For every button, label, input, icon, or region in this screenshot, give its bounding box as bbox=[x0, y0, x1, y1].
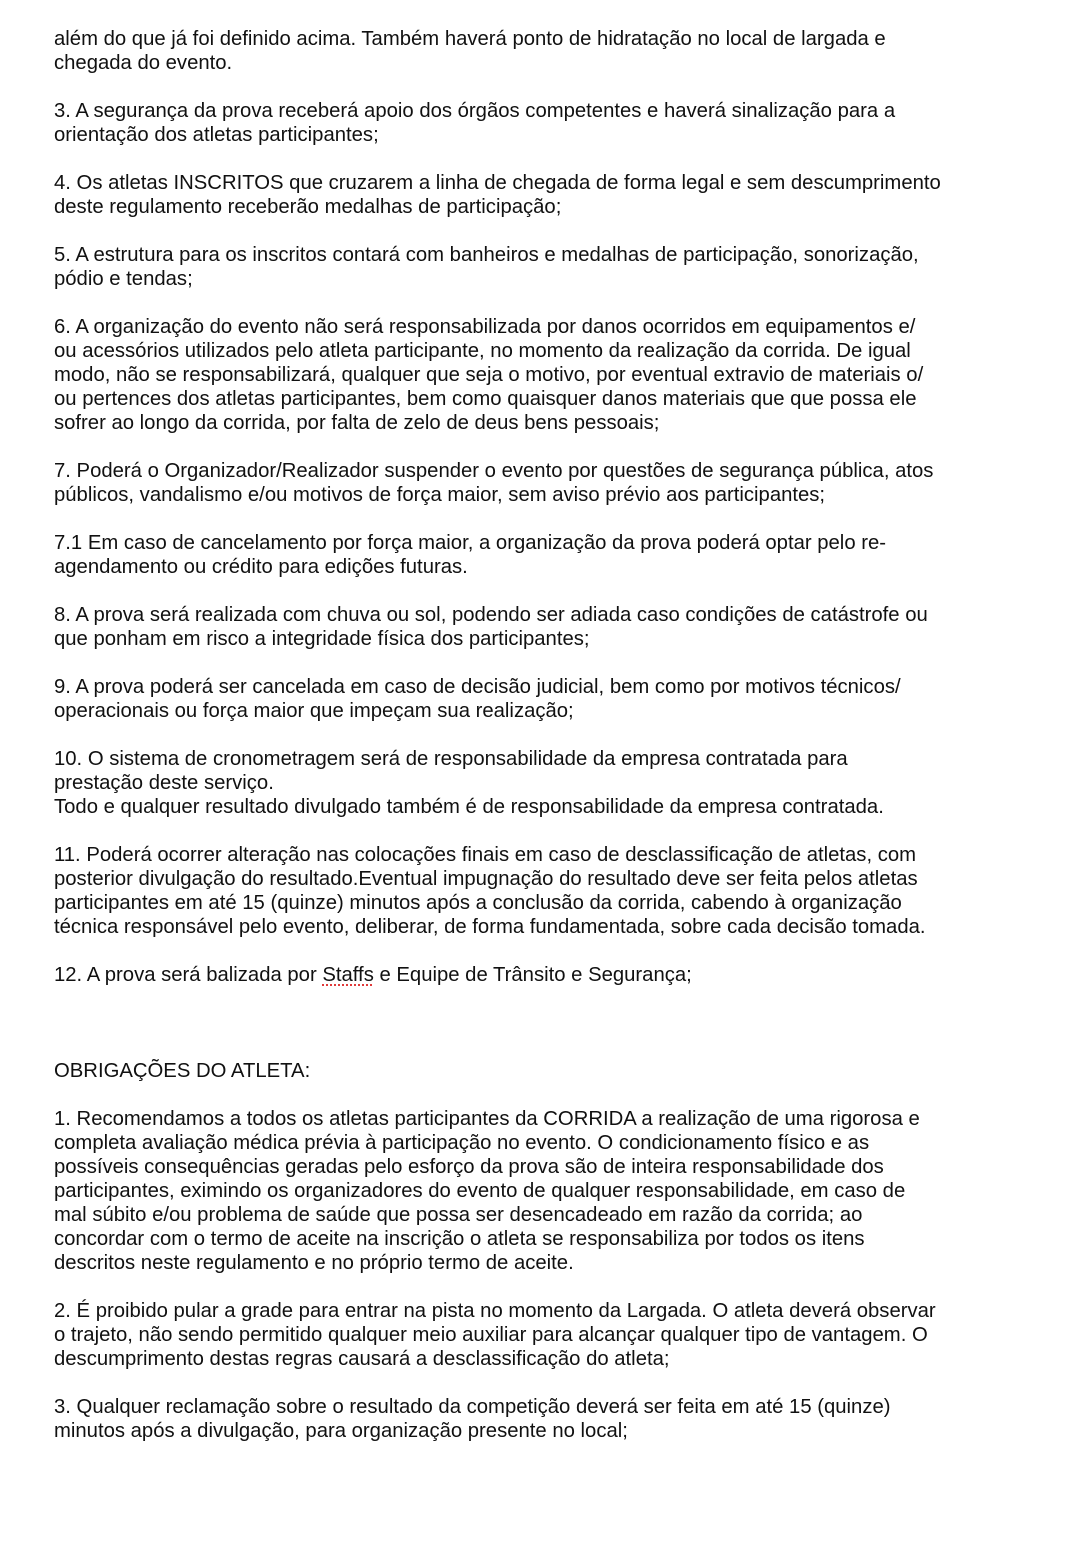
text-line: que ponham em risco a integridade física dos participantes; bbox=[54, 628, 590, 650]
paragraph-item-8 bbox=[54, 603, 1044, 651]
text-line: 3. A segurança da prova receberá apoio dos órgãos competentes e haverá sinalização para a bbox=[54, 100, 896, 122]
text-line: 10. O sistema de cronometragem será de responsabilidade da empresa contratada para bbox=[54, 748, 848, 770]
text-line: ou acessórios utilizados pelo atleta participante, no momento da realização da corrida. De igual bbox=[54, 340, 911, 362]
text-line: sofrer ao longo da corrida, por falta de zelo de deus bens pessoais; bbox=[54, 412, 660, 434]
text-line: pódio e tendas; bbox=[54, 268, 193, 290]
text-line: descritos neste regulamento e no próprio termo de aceite. bbox=[54, 1252, 574, 1274]
obligation-item-1 bbox=[54, 1107, 1044, 1275]
text-line: 6. A organização do evento não será responsabilizada por danos ocorridos em equipamentos e/ bbox=[54, 316, 916, 338]
text-line: deste regulamento receberão medalhas de participação; bbox=[54, 196, 562, 218]
text-line: possíveis consequências geradas pelo esforço da prova são de inteira responsabilidade dos bbox=[54, 1156, 884, 1178]
text-line: 11. Poderá ocorrer alteração nas colocações finais em caso de desclassificação de atletas, com bbox=[54, 844, 917, 866]
text-line: 9. A prova poderá ser cancelada em caso de decisão judicial, bem como por motivos técnicos/ bbox=[54, 676, 901, 698]
text-line: 2. É proibido pular a grade para entrar na pista no momento da Largada. O atleta deverá observar bbox=[54, 1300, 936, 1322]
paragraph-item-9 bbox=[54, 675, 1044, 723]
spellcheck-flagged-word[interactable]: Staffs bbox=[322, 964, 374, 986]
text-line: modo, não se responsabilizará, qualquer que seja o motivo, por eventual extravio de materiais o/ bbox=[54, 364, 924, 386]
text-line: 7. Poderá o Organizador/Realizador suspender o evento por questões de segurança pública, atos bbox=[54, 460, 934, 482]
text-line: participantes, eximindo os organizadores do evento de qualquer responsabilidade, em caso de bbox=[54, 1180, 906, 1202]
text-line: 8. A prova será realizada com chuva ou sol, podendo ser adiada caso condições de catástrofe ou bbox=[54, 604, 928, 626]
paragraph-continuation bbox=[54, 27, 1044, 75]
text-line: 3. Qualquer reclamação sobre o resultado da competição deverá ser feita em até 15 (quinze) bbox=[54, 1396, 891, 1418]
text-line: chegada do evento. bbox=[54, 52, 233, 74]
text-line: o trajeto, não sendo permitido qualquer meio auxiliar para alcançar qualquer tipo de vantagem. O bbox=[54, 1324, 928, 1346]
text-line: 7.1 Em caso de cancelamento por força maior, a organização da prova poderá optar pelo re- bbox=[54, 532, 887, 554]
paragraph-item-4 bbox=[54, 171, 1044, 219]
text-line: públicos, vandalismo e/ou motivos de força maior, sem aviso prévio aos participantes; bbox=[54, 484, 826, 506]
paragraph-item-11 bbox=[54, 843, 1044, 939]
text-line: mal súbito e/ou problema de saúde que possa ser desencadeado em razão da corrida; ao bbox=[54, 1204, 863, 1226]
paragraph-item-12 bbox=[54, 963, 1044, 987]
text-line: Todo e qualquer resultado divulgado também é de responsabilidade da empresa contratada. bbox=[54, 796, 884, 818]
text-line: 4. Os atletas INSCRITOS que cruzarem a linha de chegada de forma legal e sem descumprimento bbox=[54, 172, 941, 194]
text-line: concordar com o termo de aceite na inscrição o atleta se responsabiliza por todos os itens bbox=[54, 1228, 865, 1250]
paragraph-item-10 bbox=[54, 747, 1044, 819]
text-line: completa avaliação médica prévia à participação no evento. O condicionamento físico e as bbox=[54, 1132, 870, 1154]
text-line: técnica responsável pelo evento, deliberar, de forma fundamentada, sobre cada decisão tomada. bbox=[54, 916, 926, 938]
text-line: 1. Recomendamos a todos os atletas participantes da CORRIDA a realização de uma rigorosa e bbox=[54, 1108, 920, 1130]
text-line: participantes em até 15 (quinze) minutos após a conclusão da corrida, cabendo à organização bbox=[54, 892, 902, 914]
obligation-item-3 bbox=[54, 1395, 1044, 1443]
text-line: agendamento ou crédito para edições futuras. bbox=[54, 556, 468, 578]
text-line: 5. A estrutura para os inscritos contará com banheiros e medalhas de participação, sonorização, bbox=[54, 244, 919, 266]
obligation-item-2 bbox=[54, 1299, 1044, 1371]
paragraph-item-7-1 bbox=[54, 531, 1044, 579]
paragraph-item-5 bbox=[54, 243, 1044, 291]
document-page bbox=[54, 27, 1044, 1443]
text-line: além do que já foi definido acima. Também haverá ponto de hidratação no local de largada e bbox=[54, 28, 886, 50]
paragraph-item-6 bbox=[54, 315, 1044, 435]
section-heading: OBRIGAÇÕES DO ATLETA: bbox=[54, 1060, 311, 1082]
paragraph-item-7 bbox=[54, 459, 1044, 507]
text-line bbox=[54, 963, 1044, 987]
text-line: minutos após a divulgação, para organização presente no local; bbox=[54, 1420, 628, 1442]
text-line: operacionais ou força maior que impeçam sua realização; bbox=[54, 700, 574, 722]
text-line: orientação dos atletas participantes; bbox=[54, 124, 379, 146]
text-line: ou pertences dos atletas participantes, bem como quaisquer danos materiais que que possa ele bbox=[54, 388, 917, 410]
text-line: descumprimento destas regras causará a desclassificação do atleta; bbox=[54, 1348, 670, 1370]
paragraph-item-3 bbox=[54, 99, 1044, 147]
text-fragment: 12. A prova será balizada por bbox=[54, 964, 323, 986]
text-fragment: e Equipe de Trânsito e Segurança; bbox=[373, 964, 692, 986]
text-line: prestação deste serviço. bbox=[54, 772, 274, 794]
text-line: posterior divulgação do resultado.Eventual impugnação do resultado deve ser feita pelos atletas bbox=[54, 868, 918, 890]
